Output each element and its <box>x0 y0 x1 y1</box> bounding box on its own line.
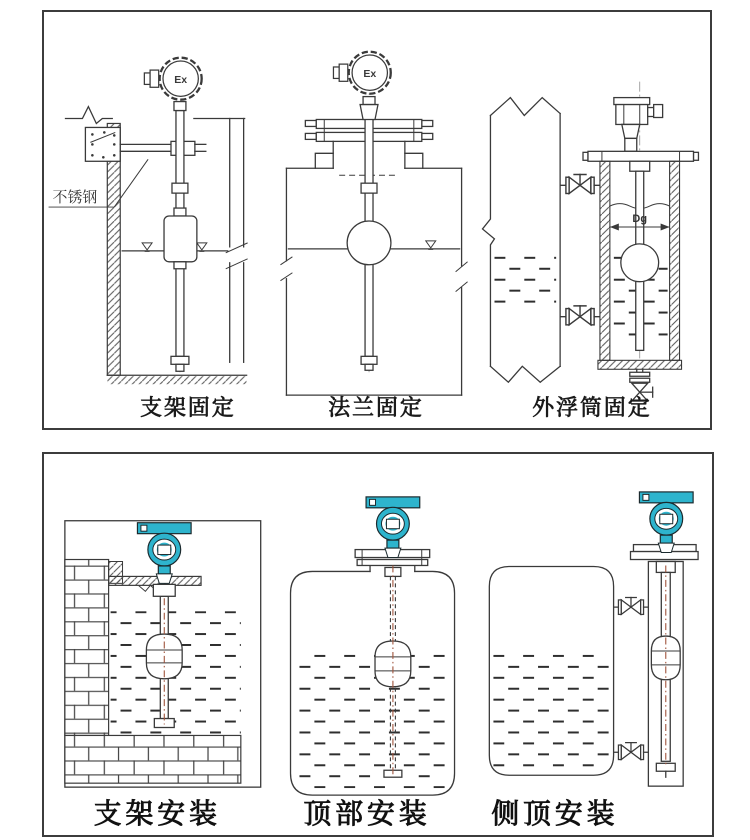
caption-bracket-installation: 支架安装 <box>93 797 221 829</box>
bracket-arm <box>120 141 206 155</box>
bracket-installation-drawing <box>65 521 261 787</box>
flange-fixing-drawing <box>280 52 467 395</box>
external-chamber-fixing-drawing <box>482 82 698 401</box>
caption-top-installation: 顶部安装 <box>303 797 431 829</box>
chamber-flange <box>583 151 698 161</box>
liquid <box>493 651 609 768</box>
tank-liquid <box>494 251 556 305</box>
installation-methods-panel <box>42 452 714 837</box>
cable-entry-icon <box>648 108 654 117</box>
stainless-steel-callout <box>49 159 149 207</box>
transmitter-head-icon <box>639 492 693 553</box>
storage-tank <box>482 98 560 383</box>
stem-end-cap <box>361 356 377 364</box>
caption-bracket-fixing: 支架固定 <box>140 395 236 421</box>
isolation-valve-icon <box>560 306 599 325</box>
fixing-methods-drawing <box>44 12 710 428</box>
isolation-valve-icon <box>560 174 599 193</box>
dg-label: Dg <box>632 212 648 225</box>
transmitter-head-icon <box>137 523 191 584</box>
stem-end-cap <box>171 356 189 364</box>
ex-transmitter-head-icon <box>333 52 390 94</box>
level-mark-icon <box>197 243 207 251</box>
stem-coupling <box>153 584 175 596</box>
float-sphere <box>347 221 391 265</box>
side-top-installation-drawing <box>489 492 698 786</box>
ex-transmitter-head-icon <box>144 58 201 100</box>
stem-coupling <box>172 183 188 193</box>
caption-flange-fixing: 法兰固定 <box>328 395 424 421</box>
isolation-valve-icon <box>614 598 649 615</box>
isolation-valve-icon <box>614 743 649 760</box>
installation-methods-drawing <box>44 454 712 835</box>
transmitter-head-icon <box>366 497 420 558</box>
caption-side-top-installation: 侧顶安装 <box>491 797 619 829</box>
pit-wall-right <box>226 118 248 362</box>
mounting-bracket-plate <box>85 127 120 161</box>
stem-end-cap <box>656 763 675 771</box>
stainless-steel-label: 不锈钢 <box>52 189 98 207</box>
float-cylinder <box>164 216 197 262</box>
brick-base <box>65 735 241 783</box>
stem-coupling <box>361 183 377 193</box>
caption-external-chamber-fixing: 外浮筒固定 <box>532 395 652 421</box>
float-chamber <box>598 161 682 369</box>
chamber-head <box>614 98 663 152</box>
ground-hatch <box>107 376 246 384</box>
bracket-fixing-drawing <box>49 58 248 385</box>
float-sphere <box>621 244 659 282</box>
liquid <box>298 649 447 788</box>
fixing-methods-panel <box>42 10 712 430</box>
level-mark-icon <box>426 241 436 249</box>
level-mark-icon <box>142 243 152 251</box>
top-installation-drawing <box>291 497 455 795</box>
brick-wall <box>65 560 109 736</box>
